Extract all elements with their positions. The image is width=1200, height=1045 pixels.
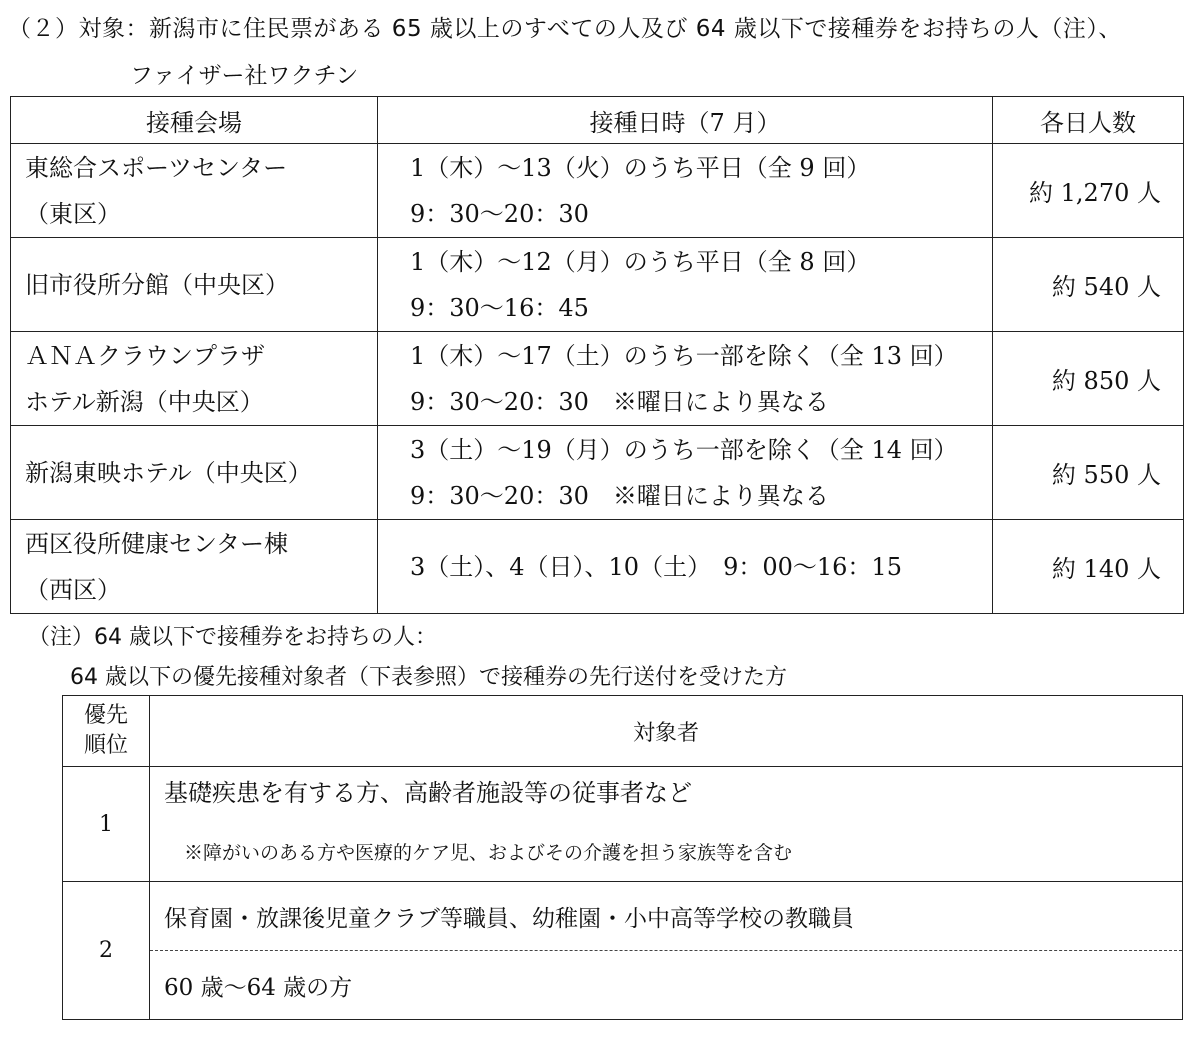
section-heading: （２）対象：新潟市に住民票がある 65 歳以上のすべての人及び 64 歳以下で接種券をお持ちの人（注）、 (8, 16, 1122, 42)
header-datetime: 接種日時（7 月） (378, 97, 993, 144)
date-range: 3（土）～19（月）のうち一部を除く（全 14 回） (410, 435, 958, 464)
time-range: 9：30～20：30 ※曜日により異なる (410, 387, 829, 416)
venue-ward: ホテル新潟（中央区） (25, 387, 264, 416)
venue-cell (11, 332, 378, 426)
header-count: 各日人数 (993, 97, 1184, 144)
header-rank-line1: 優先 (83, 703, 128, 728)
vaccine-name: ファイザー社ワクチン (130, 63, 359, 89)
venue-name: 新潟東映ホテル（中央区） (25, 458, 312, 487)
priority-rank: 1 (63, 767, 150, 882)
venue-cell (11, 144, 378, 238)
note-heading: （注）64 歳以下で接種券をお持ちの人： (28, 625, 437, 650)
dates-cell (378, 520, 993, 614)
header-rank-line2: 順位 (83, 733, 128, 758)
target-item: 保育園・放課後児童クラブ等職員、幼稚園・小中高等学校の教職員 (150, 882, 1182, 951)
table-row (11, 332, 1184, 426)
header-priority-rank (63, 696, 150, 767)
venue-cell (11, 520, 378, 614)
date-range: 1（木）～13（火）のうち平日（全 9 回） (410, 153, 871, 182)
target-main: 基礎疾患を有する方、高齢者施設等の従事者など (164, 779, 692, 807)
daily-count: 約 540 人 (993, 238, 1184, 332)
venue-cell (11, 238, 378, 332)
time-range: 9：30～20：30 ※曜日により異なる (410, 481, 829, 510)
priority-table (62, 695, 1183, 1020)
dates-cell (378, 426, 993, 520)
priority-rank: 2 (63, 882, 150, 1020)
table-header-row (63, 696, 1183, 767)
header-venue: 接種会場 (11, 97, 378, 144)
venue-ward: （東区） (25, 199, 121, 228)
table-row (11, 426, 1184, 520)
table-row (63, 882, 1183, 1020)
time-range: 9：30～20：30 (410, 199, 589, 228)
venue-name: ＡＮＡクラウンプラザ (25, 341, 265, 370)
target-item: 60 歳～64 歳の方 (164, 974, 353, 1001)
daily-count: 約 550 人 (993, 426, 1184, 520)
target-note: ※障がいのある方や医療的ケア児、およびその介護を担う家族等を含む (184, 842, 793, 864)
target-cell (150, 767, 1183, 882)
table-row (11, 520, 1184, 614)
daily-count: 約 140 人 (993, 520, 1184, 614)
table-row (11, 238, 1184, 332)
dates-cell (378, 144, 993, 238)
daily-count: 約 1,270 人 (993, 144, 1184, 238)
table-row (11, 144, 1184, 238)
date-range: 1（木）～12（月）のうち平日（全 8 回） (410, 247, 871, 276)
dates-cell (378, 238, 993, 332)
dates-cell (378, 332, 993, 426)
date-range: 1（木）～17（土）のうち一部を除く（全 13 回） (410, 341, 958, 370)
vaccination-schedule-table (10, 96, 1184, 614)
date-range: 3（土）、4（日）、10（土） 9：00～16：15 (410, 552, 902, 581)
daily-count: 約 850 人 (993, 332, 1184, 426)
time-range: 9：30～16：45 (410, 293, 589, 322)
venue-name: 旧市役所分館（中央区） (25, 270, 289, 299)
venue-ward: （西区） (25, 575, 121, 604)
venue-name: 西区役所健康センター棟 (25, 529, 289, 558)
table-row (63, 767, 1183, 882)
header-target: 対象者 (150, 696, 1183, 767)
table-header-row (11, 97, 1184, 144)
target-cell (150, 882, 1183, 1020)
venue-name: 東総合スポーツセンター (25, 153, 288, 182)
note-description: 64 歳以下の優先接種対象者（下表参照）で接種券の先行送付を受けた方 (70, 665, 787, 690)
venue-cell (11, 426, 378, 520)
